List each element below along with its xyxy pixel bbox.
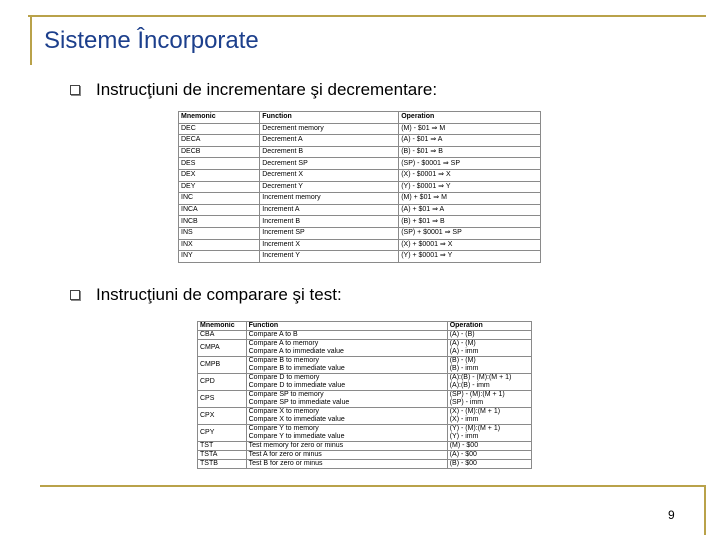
- cell-operation: [447, 374, 531, 391]
- table-row: [198, 451, 532, 460]
- table-row: [179, 146, 541, 158]
- cell-operation: (SP) - $0001 ⇒ SP: [399, 158, 541, 170]
- header-operation: Operation: [399, 112, 541, 124]
- square-bullet-icon: [70, 85, 80, 95]
- cell-function: Increment Y: [260, 251, 399, 263]
- table-row: [179, 158, 541, 170]
- cell-mnemonic: INS: [179, 227, 260, 239]
- table-header-row: [198, 322, 532, 331]
- table-row: [179, 169, 541, 181]
- operation-line: (A) - (B): [449, 331, 475, 338]
- cell-function: Decrement memory: [260, 123, 399, 135]
- operation-line: (A) - (M): [449, 340, 476, 347]
- cell-mnemonic: CPX: [198, 408, 247, 425]
- operation-line: (B) - $00: [449, 460, 477, 467]
- cell-function: Decrement A: [260, 135, 399, 147]
- cell-function: Increment A: [260, 204, 399, 216]
- bullet-item-compare: [70, 285, 342, 305]
- cell-function: [246, 442, 447, 451]
- operation-line: (Y) - (M):(M + 1): [449, 425, 501, 432]
- cell-operation: (B) - $01 ⇒ B: [399, 146, 541, 158]
- cell-mnemonic: INCA: [179, 204, 260, 216]
- cell-operation: [447, 408, 531, 425]
- cell-function: [246, 374, 447, 391]
- header-function: Function: [260, 112, 399, 124]
- cell-operation: [447, 425, 531, 442]
- function-line: Compare SP to immediate value: [248, 399, 350, 406]
- function-line: Compare B to memory: [248, 357, 320, 364]
- header-mnemonic: Mnemonic: [179, 112, 260, 124]
- cell-mnemonic: CMPA: [198, 340, 247, 357]
- table-row: [179, 216, 541, 228]
- cell-mnemonic: CBA: [198, 331, 247, 340]
- function-line: Compare D to memory: [248, 374, 320, 381]
- page-number: 9: [668, 508, 675, 522]
- table-row: [179, 227, 541, 239]
- cell-function: [246, 451, 447, 460]
- cell-mnemonic: TSTB: [198, 460, 247, 469]
- header-operation: Operation: [447, 322, 531, 331]
- cell-function: Increment memory: [260, 193, 399, 205]
- function-line: Compare A to memory: [248, 340, 319, 347]
- table-row: [179, 239, 541, 251]
- function-line: Test A for zero or minus: [248, 451, 322, 458]
- cell-operation: (X) + $0001 ⇒ X: [399, 239, 541, 251]
- table-row: [198, 425, 532, 442]
- cell-operation: (M) + $01 ⇒ M: [399, 193, 541, 205]
- operation-line: (B) - (M): [449, 357, 476, 364]
- cell-mnemonic: DECB: [179, 146, 260, 158]
- table-row: [198, 374, 532, 391]
- cell-mnemonic: DEY: [179, 181, 260, 193]
- table-row: [198, 340, 532, 357]
- cell-operation: (A) + $01 ⇒ A: [399, 204, 541, 216]
- table-row: [198, 331, 532, 340]
- cell-mnemonic: DES: [179, 158, 260, 170]
- table-row: [179, 193, 541, 205]
- cell-mnemonic: DEC: [179, 123, 260, 135]
- table-row: [179, 181, 541, 193]
- table-row: [179, 204, 541, 216]
- operation-line: (A):(B) - imm: [449, 382, 490, 389]
- cell-operation: [447, 460, 531, 469]
- frame-top-rule: [28, 15, 706, 17]
- table-row: [179, 251, 541, 263]
- cell-function: Increment X: [260, 239, 399, 251]
- operation-line: (X) - (M):(M + 1): [449, 408, 501, 415]
- function-line: Compare X to memory: [248, 408, 320, 415]
- cell-mnemonic: TST: [198, 442, 247, 451]
- cell-function: [246, 408, 447, 425]
- table-row: [198, 408, 532, 425]
- header-function: Function: [246, 322, 447, 331]
- operation-line: (Y) - imm: [449, 433, 479, 440]
- operation-line: (SP) - imm: [449, 399, 484, 406]
- table-row: [198, 442, 532, 451]
- cell-function: [246, 425, 447, 442]
- table-row: [198, 357, 532, 374]
- frame-right-rule: [704, 485, 706, 535]
- cell-mnemonic: TSTA: [198, 451, 247, 460]
- cell-function: Decrement X: [260, 169, 399, 181]
- cell-function: [246, 357, 447, 374]
- function-line: Compare Y to immediate value: [248, 433, 345, 440]
- cell-mnemonic: DECA: [179, 135, 260, 147]
- function-line: Compare A to immediate value: [248, 348, 344, 355]
- cell-mnemonic: INX: [179, 239, 260, 251]
- cell-operation: (B) + $01 ⇒ B: [399, 216, 541, 228]
- function-line: Test memory for zero or minus: [248, 442, 344, 449]
- operation-line: (SP) - (M):(M + 1): [449, 391, 505, 398]
- cell-mnemonic: CMPB: [198, 357, 247, 374]
- function-line: Compare D to immediate value: [248, 382, 346, 389]
- table-header-row: [179, 112, 541, 124]
- cell-operation: (SP) + $0001 ⇒ SP: [399, 227, 541, 239]
- function-line: Compare SP to memory: [248, 391, 324, 398]
- cell-mnemonic: DEX: [179, 169, 260, 181]
- cell-function: [246, 331, 447, 340]
- bullet-item-increment: [70, 80, 437, 100]
- operation-line: (A) - $00: [449, 451, 477, 458]
- frame-bottom-rule: [40, 485, 706, 487]
- cell-mnemonic: CPY: [198, 425, 247, 442]
- bullet-text: Instrucţiuni de comparare şi test:: [96, 285, 342, 304]
- cell-function: Decrement Y: [260, 181, 399, 193]
- cell-function: [246, 340, 447, 357]
- cell-operation: [447, 442, 531, 451]
- cell-operation: (X) - $0001 ⇒ X: [399, 169, 541, 181]
- function-line: Compare B to immediate value: [248, 365, 345, 372]
- cell-function: [246, 391, 447, 408]
- operation-line: (A) - imm: [449, 348, 479, 355]
- cell-function: Increment B: [260, 216, 399, 228]
- operation-line: (X) - imm: [449, 416, 479, 423]
- compare-test-table: [197, 321, 532, 469]
- cell-function: [246, 460, 447, 469]
- cell-function: Decrement SP: [260, 158, 399, 170]
- function-line: Compare A to B: [248, 331, 298, 338]
- table-row: [179, 123, 541, 135]
- cell-function: Increment SP: [260, 227, 399, 239]
- slide-title: Sisteme Încorporate: [44, 27, 259, 54]
- function-line: Compare Y to memory: [248, 425, 319, 432]
- cell-mnemonic: CPS: [198, 391, 247, 408]
- cell-operation: (A) - $01 ⇒ A: [399, 135, 541, 147]
- cell-operation: [447, 331, 531, 340]
- cell-operation: [447, 357, 531, 374]
- bullet-text: Instrucţiuni de incrementare şi decrementare:: [96, 80, 438, 99]
- operation-line: (B) - imm: [449, 365, 479, 372]
- cell-operation: (M) - $01 ⇒ M: [399, 123, 541, 135]
- increment-decrement-table: [178, 111, 541, 263]
- cell-mnemonic: CPD: [198, 374, 247, 391]
- cell-mnemonic: INC: [179, 193, 260, 205]
- cell-mnemonic: INCB: [179, 216, 260, 228]
- function-line: Compare X to immediate value: [248, 416, 345, 423]
- cell-operation: (Y) + $0001 ⇒ Y: [399, 251, 541, 263]
- cell-operation: [447, 391, 531, 408]
- table-row: [198, 391, 532, 408]
- square-bullet-icon: [70, 290, 80, 300]
- table-row: [198, 460, 532, 469]
- function-line: Test B for zero or minus: [248, 460, 323, 467]
- operation-line: (M) - $00: [449, 442, 479, 449]
- cell-operation: (Y) - $0001 ⇒ Y: [399, 181, 541, 193]
- operation-line: (A):(B) - (M):(M + 1): [449, 374, 512, 381]
- cell-operation: [447, 451, 531, 460]
- table-row: [179, 135, 541, 147]
- cell-mnemonic: INY: [179, 251, 260, 263]
- cell-function: Decrement B: [260, 146, 399, 158]
- cell-operation: [447, 340, 531, 357]
- frame-left-rule: [30, 15, 32, 65]
- header-mnemonic: Mnemonic: [198, 322, 247, 331]
